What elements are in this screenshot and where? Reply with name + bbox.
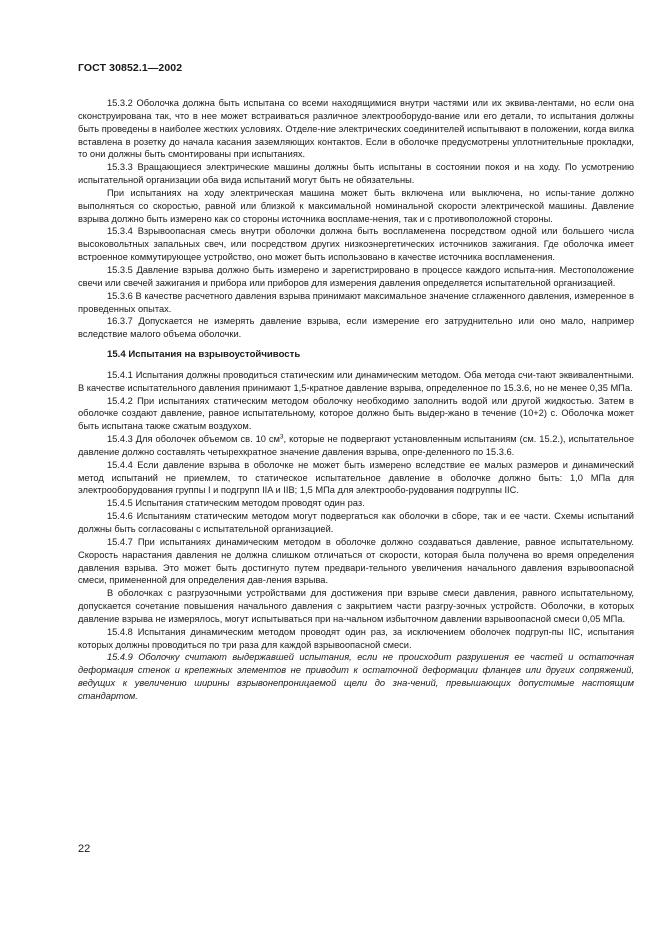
cubic-superscript: 3 [279,433,284,441]
page-number: 22 [78,843,91,855]
paragraph-15-3-3-cont: При испытаниях на ходу электрическая машина может быть включена или выключена, но испы-тание должно выполняться со скоростью, равной или близкой к максимальной номинальной скорости электрической машины. Давление взрыва должно быть измерено как со стороны источника воспламе-нения, так и с противоположной стороны. [78,187,634,224]
section-title-15-4: 15.4 Испытания на взрывоустойчивость [107,349,301,361]
paragraph-15-4-4: 15.4.4 Если давление взрыва в оболочке не может быть измерено вследствие ее малых размеров и динамический метод испытаний не приемлем, то статическое испытательное давление в оболочке должно быть: 1,0 МПа для электрооборудования группы I и подгрупп IIA и IIB; 1,5 МПа для электрообо-рудования подгруппы IIC. [78,459,634,496]
paragraph-15-3-4: 15.3.4 Взрывоопасная смесь внутри оболочки должна быть воспламенена посредством одной или большего числа высоковольтных запальных свеч, или посредством других низкоэнергетических источников зажигания. Где оболочка имеет встроенное коммутирующее устройство, оно может быть использовано в качестве источника воспламенения. [78,226,634,263]
paragraph-15-4-9: 15.4.9 Оболочку считают выдержавшей испытания, если не происходит разрушения ее частей и остаточная деформация стенок и крепежных элементов не приводит к остаточной деформации фланцев или других сопряжений, ведущих к увеличению ширины взрывонепроницаемой щели до зна-чений, превышающих допустимые настоящим стандартом. [78,652,634,701]
paragraph-15-4-7-cont: В оболочках с разгрузочными устройствами для достижения при взрыве смеси давления, равного испытательному, допускается сочетание повышения начального давления с закрытием части разгру-зочных устройств. Оболочки, в которых давление взрыва не измерялось, могут испытываться при на-чальном избыточном давлении взрывоопасной смеси 0,05 МПа. [78,588,634,624]
document-body [78,97,634,703]
paragraph-15-3-6: 15.3.6 В качестве расчетного давления взрыва принимают максимальное значение сглаженного давления, измеренное в проведенных опытах. [78,290,634,314]
paragraph-15-4-3-end: , которые не подвергают установленным испытаниям (см. 15.2.), испытательное давление должно составлять четырехкратное значение давления взрыва, опре-деленного по 15.3.6. [78,434,635,457]
paragraph-15-3-3: 15.3.3 Вращающиеся электрические машины должны быть испытаны в состоянии покоя и на ходу. По усмотрению испытательной организации оба вида испытаний могут быть не обязательны. [78,162,634,186]
paragraph-15-4-7: 15.4.7 При испытаниях динамическим методом в оболочке должно создаваться давление, равное испытательному. Скорость нарастания давления не должна слишком отличаться от скорости, которая была получена во время определения давления взрыва. Это может быть достигнуто путем предвари-тельного увеличения начального давления взрывоопасной смеси, примененной для определения дав-ления взрыва. [78,536,634,586]
paragraph-15-3-5: 15.3.5 Давление взрыва должно быть измерено и зарегистрировано в процессе каждого испыта-ния. Местоположение свечи или свечей зажигания и прибора или приборов для измерения давления определяется испытательной организацией. [78,264,634,288]
paragraph-15-4-6: 15.4.6 Испытаниям статическим методом могут подвергаться как оболочки в сборе, так и ее части. Схемы испытаний должны быть согласованы с испытательной организацией. [78,511,634,534]
paragraph-15-3-2: 15.3.2 Оболочка должна быть испытана со всеми находящимися внутри частями или их эквива-лентами, но если она сконструирована так, что в нее может встраиваться различное электрооборудо-вание или его детали, то испытания должны быть проведены в наиболее жестких условиях. Отделе-ние электрических соединителей испытывают в положении, когда вилка вставлена в розетку до начала касания заземляющих контактов. Если в оболочке предусмотрены уплотнительные прокладки, то они должны быть смонтированы при испытаниях. [78,98,634,160]
paragraph-16-3-7: 16.3.7 Допускается не измерять давление взрыва, если измерение его затруднительно или оно мало, например вследствие малого объема оболочки. [78,316,634,340]
paragraph-15-4-3 [78,433,634,459]
paragraph-15-4-3-start: 15.4.3 Для оболочек объемом св. 10 см [107,434,280,445]
paragraph-15-4-8: 15.4.8 Испытания динамическим методом проводят один раз, за исключением оболочек подгруп-пы IIC, испытания которых должны проводиться по три раза для каждой взрывоопасной смеси. [78,626,634,650]
paragraph-15-4-5: 15.4.5 Испытания статическим методом проводят один раз. [107,498,365,509]
standard-header: ГОСТ 30852.1—2002 [78,62,183,74]
paragraph-15-4-2: 15.4.2 При испытаниях статическим методом оболочку необходимо заполнить водой или другой жидкостью. Затем в оболочке создают давление, равное испытательному, которое должно быть выдер-жано в течение (10+2) с. Оболочка может быть испытана также сжатым воздухом. [78,395,634,432]
paragraph-15-4-1: 15.4.1 Испытания должны проводиться статическим или динамическим методом. Оба метода счи-тают эквивалентными. В качестве испытательного давления принимают 1,5-кратное давление взрыва, определенное по 15.3.6, но не менее 0,35 МПа. [78,369,634,393]
